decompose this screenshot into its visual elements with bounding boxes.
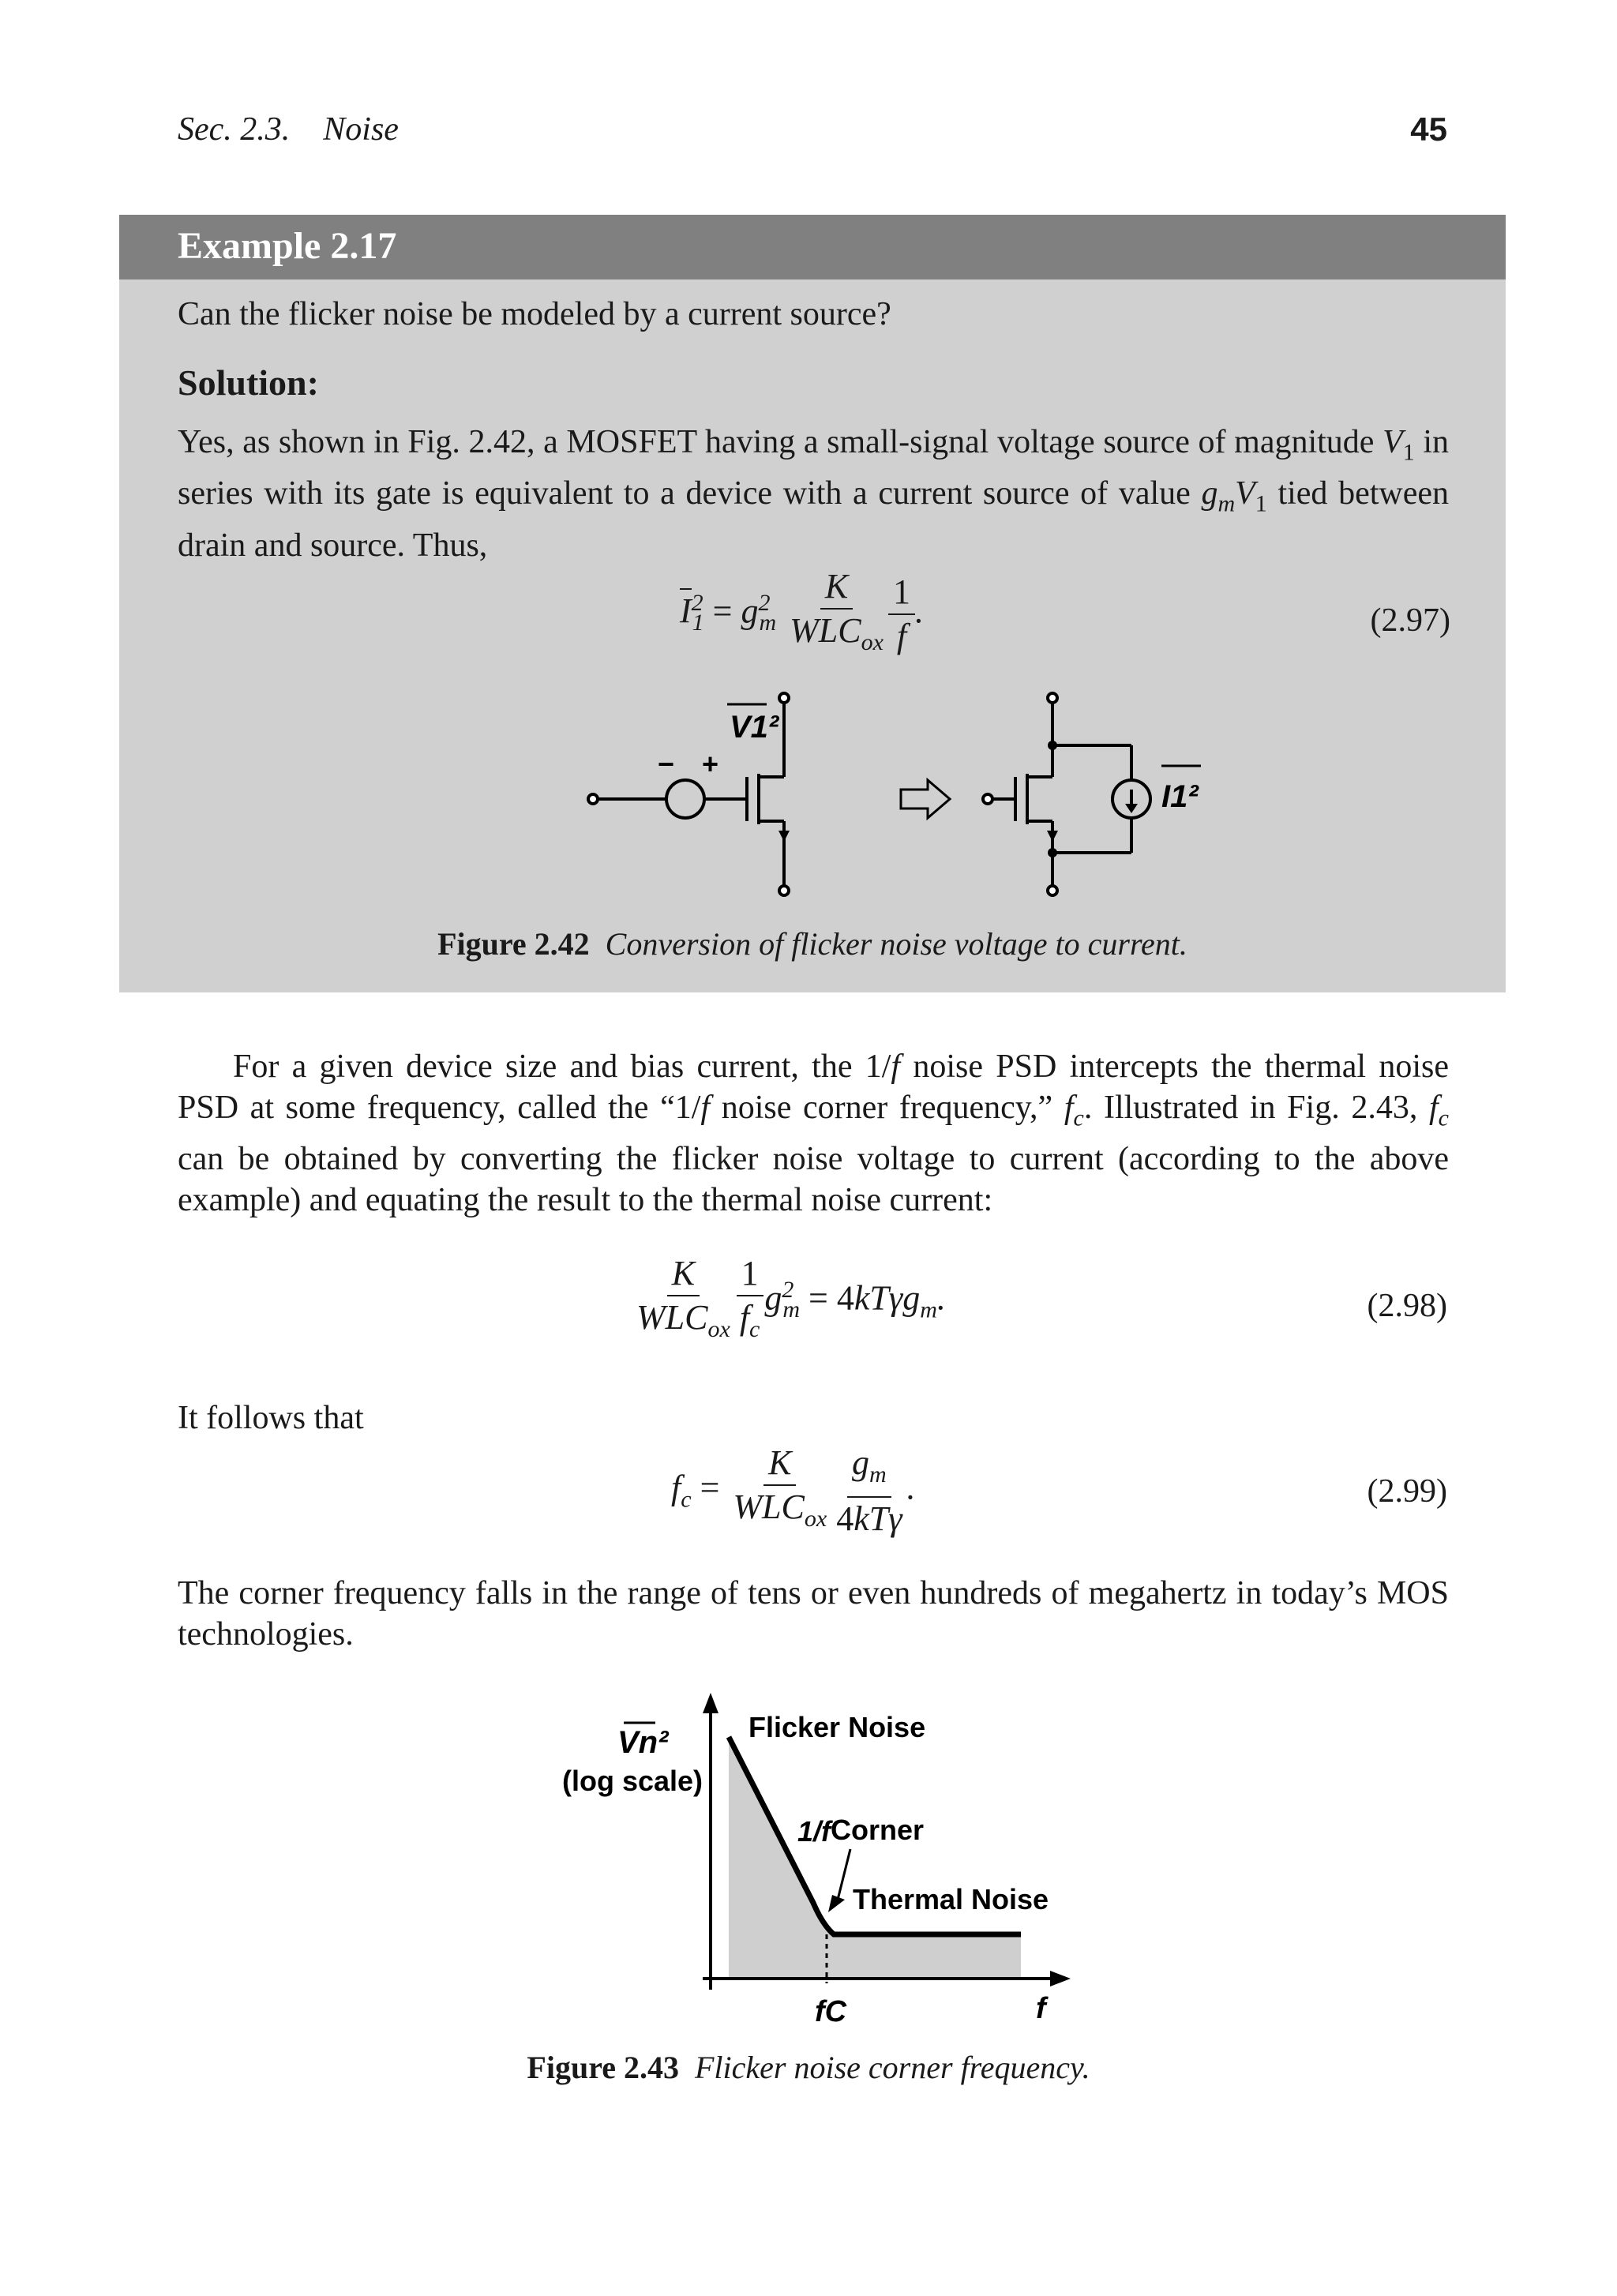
figure-2-42-caption	[119, 925, 1506, 962]
plus-sign: +	[702, 748, 719, 780]
thermal-noise-label: Thermal Noise	[853, 1883, 1049, 1915]
flicker-noise-label: Flicker Noise	[748, 1711, 926, 1743]
solution-text: Yes, as shown in Fig. 2.42, a MOSFET having a small-signal voltage source of magnitude $V_1$ in series with its gate is equivalent to a device with a current source of value $g_mV_1$ tied between drain and source. Thus,	[178, 424, 1450, 564]
equation-number-2-97: (2.97)	[1370, 602, 1450, 639]
one-over-f-label: 1/f	[797, 1815, 831, 1848]
label-i1-squared: I1²	[1161, 779, 1199, 814]
corner-label: Corner	[831, 1814, 925, 1846]
caption-number-2-43: Figure 2.43	[527, 2050, 679, 2085]
equation-number-2-98: (2.98)	[1367, 1288, 1447, 1324]
minus-sign: −	[658, 748, 675, 780]
equation-2-98: $\frac{K}{WLC_{ox}}$ $\frac{1}{f_c}$ $g^2_m = 4kT\gamma g_m$.	[636, 1254, 946, 1342]
follows-text: It follows that	[178, 1400, 364, 1436]
body-paragraph-2: The corner frequency falls in the range of tens or even hundreds of megahertz in today’s MOS technologies.	[178, 1575, 1449, 1653]
running-head: Sec. 2.3. Noise	[178, 111, 399, 148]
example-question: Can the flicker noise be modeled by a current source?	[178, 296, 891, 332]
solution-label: Solution:	[178, 362, 319, 403]
caption-text-2-43: Flicker noise corner frequency.	[695, 2050, 1090, 2085]
figure-2-43-graph	[545, 1674, 1082, 2029]
example-box	[119, 215, 1506, 992]
equation-2-99: $f_c$ = $\frac{K}{WLC_{ox}}$ $\frac{g_m}{\text{4kTγ}}$ .	[671, 1443, 916, 1538]
label-v1-squared: V1²	[730, 710, 779, 745]
caption-number: Figure 2.42	[437, 926, 590, 962]
caption-text: Conversion of flicker noise voltage to current.	[605, 926, 1187, 962]
body-paragraph-1: For a given device size and bias current, the 1/f noise PSD intercepts the thermal noise PSD at some frequency, called the “1/f noise corner frequency,” $f_c$. Illustrated in Fig. 2.43, $f_c$ can be obtained by converting the flicker noise voltage to current (according to the above example) and equating the result to the thermal noise current:	[178, 1049, 1449, 1219]
f-axis-label: f	[1036, 1992, 1046, 2025]
y-axis-label: Vn²	[617, 1725, 669, 1760]
fc-axis-label: fC	[815, 1995, 847, 2028]
equation-number-2-99: (2.99)	[1367, 1473, 1447, 1510]
example-title: Example 2.17	[178, 225, 397, 267]
figure-2-43-caption	[0, 2049, 1617, 2086]
figure-2-42-schematic	[538, 688, 1248, 917]
y-axis-scale-label: (log scale)	[562, 1765, 703, 1797]
page-number: 45	[1410, 111, 1447, 148]
example-header	[119, 215, 1506, 279]
equation-2-97: $I^2_1 = g^2_m$ $\frac{K}{WLC_{ox}}$ $\frac{1}{f}$ .	[680, 567, 924, 656]
